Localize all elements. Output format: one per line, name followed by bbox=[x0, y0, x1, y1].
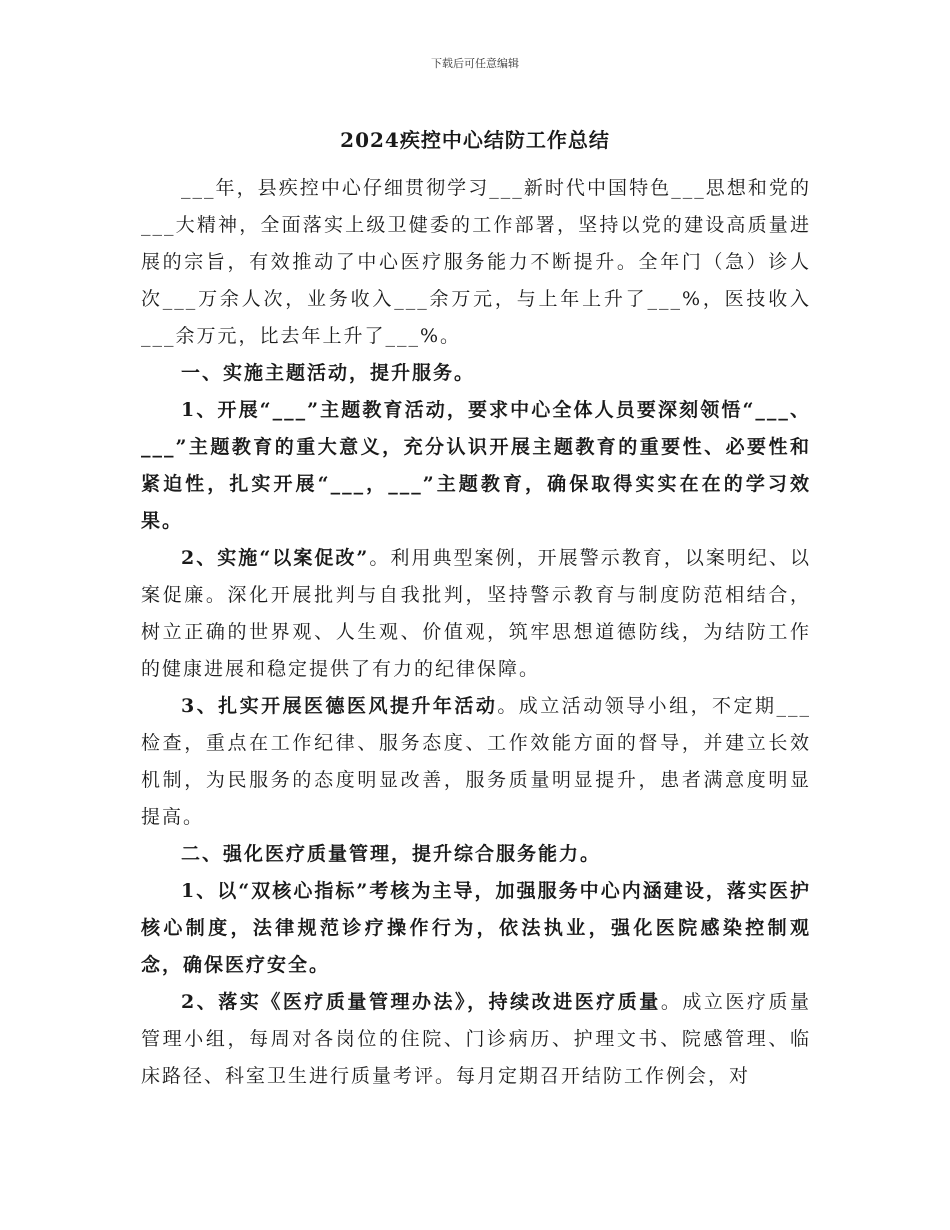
paragraph-text: ___年，县疾控中心仔细贯彻学习___新时代中国特色___思想和党的___大精神，全面落实上级卫健委的工作部署，坚持以党的建设高质量进展的宗旨，有效推动了中心医疗服务能力不断提升。全年门（急）诊人次___万余人次，业务收入___余万元，与上年上升了___%，医技收入___余万元，比去年上升了___%。 bbox=[141, 177, 811, 347]
paragraph-lead: 二、强化医疗质量管理，提升综合服务能力。 bbox=[181, 843, 602, 865]
paragraph-lead: 3、扎实开展医德医风提升年活动 bbox=[181, 695, 498, 717]
paragraph-lead: 1、开展“___”主题教育活动，要求中心全体人员要深刻领悟“___、___”主题教育的重大意义，充分认识开展主题教育的重要性、必要性和紧迫性，扎实开展“___，___”主题教育，确保取得实实在在的学习效果。 bbox=[141, 399, 811, 532]
paragraph-lead: 2、落实《医疗质量管理办法》，持续改进医疗质量 bbox=[181, 991, 661, 1013]
page-header-note: 下载后可任意编辑 bbox=[431, 57, 519, 70]
paragraph-intro bbox=[141, 170, 811, 355]
paragraph-text: 。利用典型案例，开展警示教育，以案明纪、以案促廉。深化开展批判与自我批判，坚持警示教育与制度防范相结合，树立正确的世界观、人生观、价值观，筑牢思想道德防线，为结防工作的健康进展和稳定提供了有力的纪律保障。 bbox=[141, 547, 811, 680]
paragraph-1-3 bbox=[141, 688, 811, 836]
paragraph-text: 。成立活动领导小组，不定期___检查，重点在工作纪律、服务态度、工作效能方面的督导，并建立长效机制，为民服务的态度明显改善，服务质量明显提升，患者满意度明显提高。 bbox=[141, 695, 811, 828]
paragraph-lead: 1、以“双核心指标”考核为主导，加强服务中心内涵建设，落实医护核心制度，法律规范诊疗操作行为，依法执业，强化医院感染控制观念，确保医疗安全。 bbox=[141, 880, 811, 976]
section-heading-1 bbox=[141, 355, 811, 392]
paragraph-text: 。成立医疗质量管理小组，每周对各岗位的住院、门诊病历、护理文书、院感管理、临床路径、科室卫生进行质量考评。每月定期召开结防工作例会，对 bbox=[141, 991, 811, 1087]
paragraph-1-2 bbox=[141, 540, 811, 688]
paragraph-2-2 bbox=[141, 984, 811, 1095]
paragraph-lead: 2、实施“以案促改” bbox=[181, 547, 370, 569]
paragraph-2-1 bbox=[141, 873, 811, 984]
paragraph-1-1 bbox=[141, 392, 811, 540]
section-heading-2 bbox=[141, 836, 811, 873]
document-body bbox=[141, 170, 811, 1095]
paragraph-lead: 一、实施主题活动，提升服务。 bbox=[181, 362, 476, 384]
document-title: 2024疾控中心结防工作总结 bbox=[340, 128, 610, 152]
